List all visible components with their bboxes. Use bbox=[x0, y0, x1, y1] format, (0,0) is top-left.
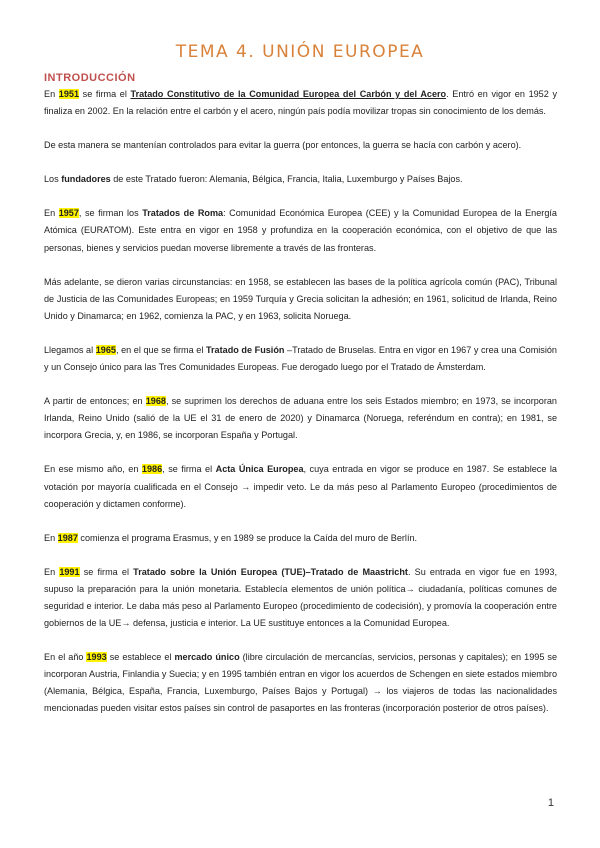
paragraph-1957: En 1957, se firman los Tratados de Roma: Comunidad Económica Europea (CEE) y la Comunidad Europea de la Energía Atómica (EURATOM). Este entra en vigor en 1958 y profundiza en la cooperación económica, con el objetivo de que las personas, bienes y servicios puedan moverse libremente a través de las fronteras. bbox=[44, 208, 557, 253]
bold-term: Acta Única Europea bbox=[215, 464, 304, 475]
year-highlight: 1986 bbox=[141, 464, 163, 475]
paragraph-1951: En 1951 se firma el Tratado Constitutivo de la Comunidad Europea del Carbón y del Acero. Entró en vigor en 1952 y finaliza en 2002. En la relación entre el carbón y el acero, ningún país podía movilizar tropas sin conocimiento de los demás. bbox=[44, 89, 557, 117]
bold-term: Tratado de Fusión bbox=[205, 344, 285, 355]
paragraph-1991: En 1991 se firma el Tratado sobre la Unión Europea (TUE)–Tratado de Maastricht. Su entrada en vigor fue en 1993, supuso la preparación para la unión monetaria. Establecía elementos de unión política→ ciudadanía, políticas comunes de seguridad e interior. Le daba más peso al Parlamento Europeo (procedimiento de codecisión), y promovía la cooperación entre gobiernos de la UE→ defensa, justicia e interior. La UE sustituye entonces a la Comunidad Europea. bbox=[44, 566, 557, 629]
paragraph-1993: En el año 1993 se establece el mercado único (libre circulación de mercancías, servicios, personas y capitales); en 1995 se incorporan Austria, Finlandia y Suecia; y en 1995 también entran en vigor los acuerdos de Schengen en siete estados miembro (Alemania, Bélgica, España, Francia, Luxemburgo, Países Bajos y Portugal) → los viajeros de todas las nacionalidades mencionadas pueden visitar estos países sin control de pasaportes en las fronteras (incorporación posterior de otros países). bbox=[44, 652, 558, 714]
paragraph-1987: En 1987 comienza el programa Erasmus, y en 1989 se produce la Caída del muro de Berlín. bbox=[44, 532, 418, 543]
paragraph-1986: En ese mismo año, en 1986, se firma el Acta Única Europea, cuya entrada en vigor se produce en 1987. Se establece la votación por mayoría cualificada en el Consejo → impedir veto. Le da más peso al Parlamento Europeo (procedimientos de cooperación y dictamen conforme). bbox=[44, 464, 557, 509]
year-highlight: 1957 bbox=[58, 208, 79, 219]
section-heading: INTRODUCCIÓN bbox=[44, 72, 136, 84]
document-body bbox=[44, 86, 557, 735]
year-highlight: 1987 bbox=[57, 532, 78, 543]
paragraph-control: De esta manera se mantenían controlados para evitar la guerra (por entonces, la guerra se hacía con carbón y acero). bbox=[44, 140, 522, 151]
bold-term: Tratados de Roma bbox=[142, 208, 224, 219]
year-highlight: 1991 bbox=[59, 566, 80, 577]
bold-term: fundadores bbox=[61, 174, 111, 185]
paragraph-circumstances: Más adelante, se dieron varias circunstancias: en 1958, se establecen las bases de la política agrícola común (PAC), Tribunal de Justicia de las Comunidades Europeas; en 1959 Turquía y Grecia solicitan la adhesión; en 1961, solicitud de Irlanda, Reino Unido y Dinamarca; en 1962, comienza la PAC, y en 1963, solicita Noruega. bbox=[44, 276, 557, 321]
page-title: TEMA 4. UNIÓN EUROPEA bbox=[175, 42, 425, 62]
year-highlight: 1993 bbox=[86, 652, 107, 663]
paragraph-1965: Llegamos al 1965, en el que se firma el Tratado de Fusión –Tratado de Bruselas. Entra en vigor en 1967 y crea una Comisión y un Consejo único para las Tres Comunidades Europeas. Fue derogado luego por el Tratado de Ámsterdam. bbox=[44, 344, 557, 373]
bold-term: Tratado sobre la Unión Europea (TUE)–Tratado de Maastricht bbox=[133, 566, 408, 577]
paragraph-founders: Los fundadores de este Tratado fueron: Alemania, Bélgica, Francia, Italia, Luxemburgo y Países Bajos. bbox=[44, 174, 463, 185]
treaty-name: Tratado Constitutivo de la Comunidad Europea del Carbón y del Acero bbox=[130, 89, 447, 99]
year-highlight: 1965 bbox=[95, 344, 116, 355]
year-highlight: 1968 bbox=[145, 396, 166, 407]
paragraph-1968: A partir de entonces; en 1968, se suprimen los derechos de aduana entre los seis Estados miembro; en 1973, se incorporan Irlanda, Reino Unido (salió de la UE el 31 de enero de 2020) y Dinamarca (Noruega, referéndum en contra); en 1981, se incorpora Grecia, y, en 1986, se incorporan España y Portugal. bbox=[44, 396, 557, 441]
year-highlight: 1951 bbox=[58, 89, 80, 99]
page-number: 1 bbox=[547, 797, 554, 809]
bold-term: mercado único bbox=[174, 652, 240, 663]
